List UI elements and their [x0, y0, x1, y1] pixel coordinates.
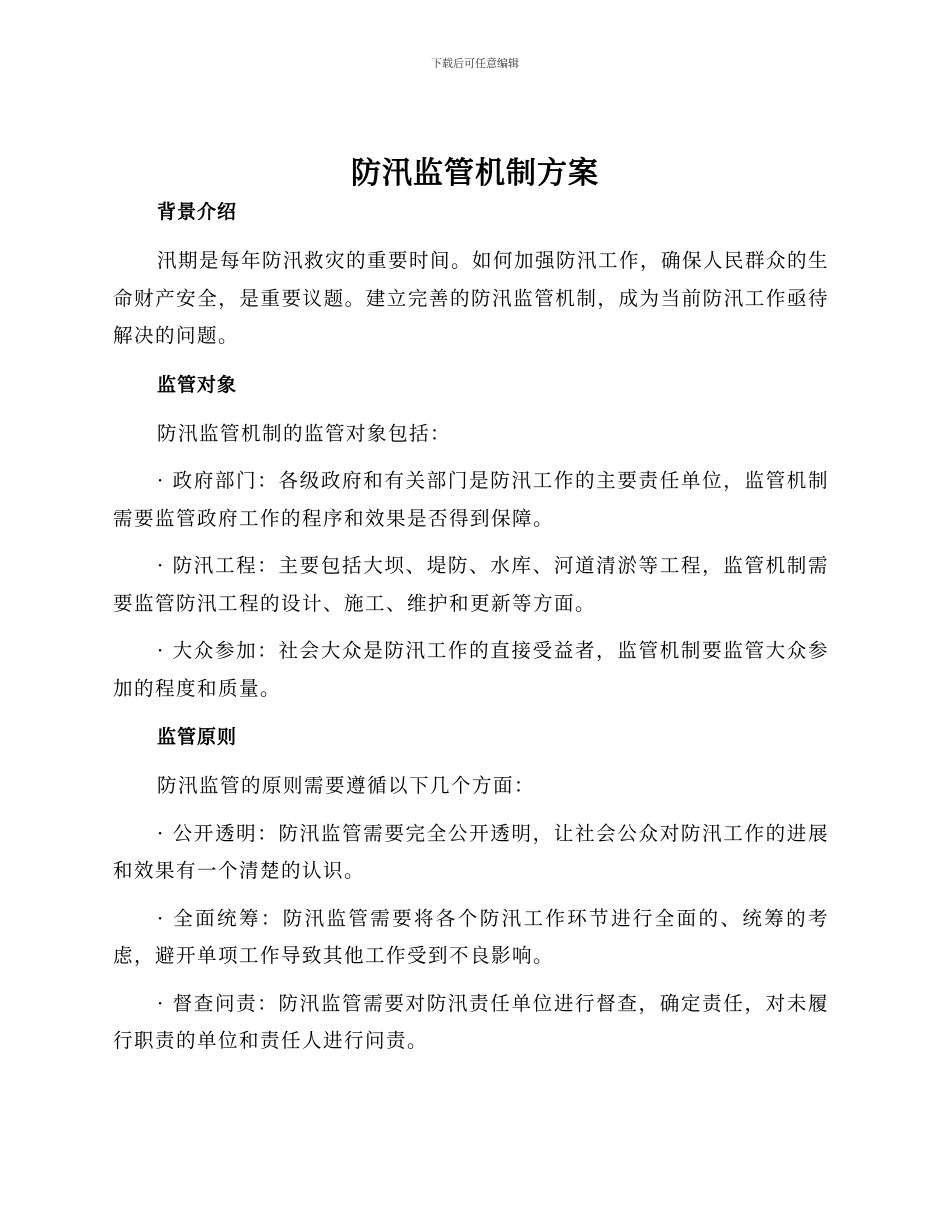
paragraph: 防汛监管的原则需要遵循以下几个方面：	[157, 774, 536, 797]
section-heading: 监管对象	[157, 373, 238, 396]
list-item: · 全面统筹：防汛监管需要将各个防汛工作环节进行全面的、统筹的考虑，避开单项工作导致其他工作受到不良影响。	[113, 906, 829, 967]
header-note: 下载后可任意编辑	[431, 57, 519, 70]
document-title: 防汛监管机制方案	[351, 156, 599, 191]
paragraph: 汛期是每年防汛救灾的重要时间。如何加强防汛工作，确保人民群众的生命财产安全，是重要议题。建立完善的防汛监管机制，成为当前防汛工作亟待解决的问题。	[113, 249, 830, 347]
section-heading: 监管原则	[157, 726, 238, 748]
list-item: · 大众参加：社会大众是防汛工作的直接受益者，监管机制要监管大众参加的程度和质量。	[113, 639, 829, 700]
paragraph: 防汛监管机制的监管对象包括：	[157, 421, 452, 445]
document-body	[113, 196, 829, 1074]
list-item: · 政府部门：各级政府和有关部门是防汛工作的主要责任单位，监管机制需要监管政府工作的程序和效果是否得到保障。	[113, 469, 829, 530]
section-supervision-principles	[113, 721, 829, 1060]
list-item: · 公开透明：防汛监管需要完全公开透明，让社会公众对防汛工作的进展和效果有一个清楚的认识。	[113, 821, 829, 882]
section-heading: 背景介绍	[157, 201, 238, 223]
list-item: · 防汛工程：主要包括大坝、堤防、水库、河道清淤等工程，监管机制需要监管防汛工程的设计、施工、维护和更新等方面。	[113, 554, 829, 615]
list-item: · 督查问责：防汛监管需要对防汛责任单位进行督查，确定责任，对未履行职责的单位和责任人进行问责。	[113, 991, 829, 1052]
section-supervision-objects	[113, 369, 829, 708]
section-background	[113, 196, 829, 355]
